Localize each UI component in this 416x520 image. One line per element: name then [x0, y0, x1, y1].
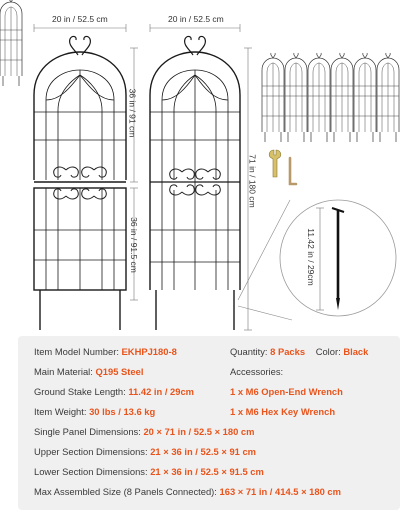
total-height-label: 71 in / 180 cm	[247, 154, 258, 208]
max-size-value: 163 × 71 in / 414.5 × 180 cm	[219, 486, 341, 497]
quantity-value: 8 Packs	[270, 346, 306, 357]
stake-length-text: 11.42 in / 29cm	[305, 228, 316, 286]
model-label: Item Model Number:	[34, 346, 119, 357]
stake-value: 11.42 in / 29cm	[128, 386, 195, 397]
lower-section-label: Lower Section Dimensions:	[34, 466, 148, 477]
stake-row	[34, 386, 194, 397]
middle-dimension-lines	[150, 24, 252, 330]
model-row	[34, 346, 177, 357]
specs-panel	[18, 336, 400, 510]
material-row	[34, 366, 143, 377]
stake-length-label	[306, 228, 316, 286]
middle-width-label: 20 in / 52.5 cm	[168, 14, 224, 24]
max-size-row	[34, 486, 341, 497]
weight-value: 30 lbs / 13.6 kg	[89, 406, 156, 417]
ground-stake-callout	[238, 200, 396, 320]
accessories-label: Accessories:	[230, 366, 284, 377]
quantity-label: Quantity:	[230, 346, 268, 357]
stake-label: Ground Stake Length:	[34, 386, 126, 397]
single-panel-value: 20 × 71 in / 52.5 × 180 cm	[143, 426, 255, 437]
upper-section-row	[34, 446, 256, 457]
upper-section-label: Upper Section Dimensions:	[34, 446, 148, 457]
color-value: Black	[343, 346, 369, 357]
material-label: Main Material:	[34, 366, 93, 377]
model-value: EKHPJ180-8	[121, 346, 177, 357]
lower-height-label: 36 in / 91.5 cm	[128, 217, 139, 273]
hex-key-icon	[290, 158, 296, 184]
lower-section-value: 21 × 36 in / 52.5 × 91.5 cm	[150, 466, 264, 477]
quantity-row	[230, 346, 368, 357]
left-trellis-panel	[34, 36, 126, 330]
weight-row	[34, 406, 155, 417]
left-dimension-lines	[34, 24, 138, 300]
accessory-wrench: 1 x M6 Open-End Wrench	[230, 386, 343, 397]
upper-section-value: 21 × 36 in / 52.5 × 91 cm	[150, 446, 257, 457]
max-size-label: Max Assembled Size (8 Panels Connected):	[34, 486, 217, 497]
upper-height-label: 36 in / 91 cm	[127, 88, 138, 138]
weight-label: Item Weight:	[34, 406, 87, 417]
accessory-hex-key: 1 x M6 Hex Key Wrench	[230, 406, 336, 417]
wrench-icon	[269, 150, 281, 177]
color-label: Color:	[315, 346, 341, 357]
single-panel-row	[34, 426, 254, 437]
lower-section-row	[34, 466, 264, 477]
left-width-label: 20 in / 52.5 cm	[52, 14, 108, 24]
middle-trellis-panel	[150, 36, 240, 330]
single-panel-label: Single Panel Dimensions:	[34, 426, 141, 437]
material-value: Q195 Steel	[95, 366, 144, 377]
